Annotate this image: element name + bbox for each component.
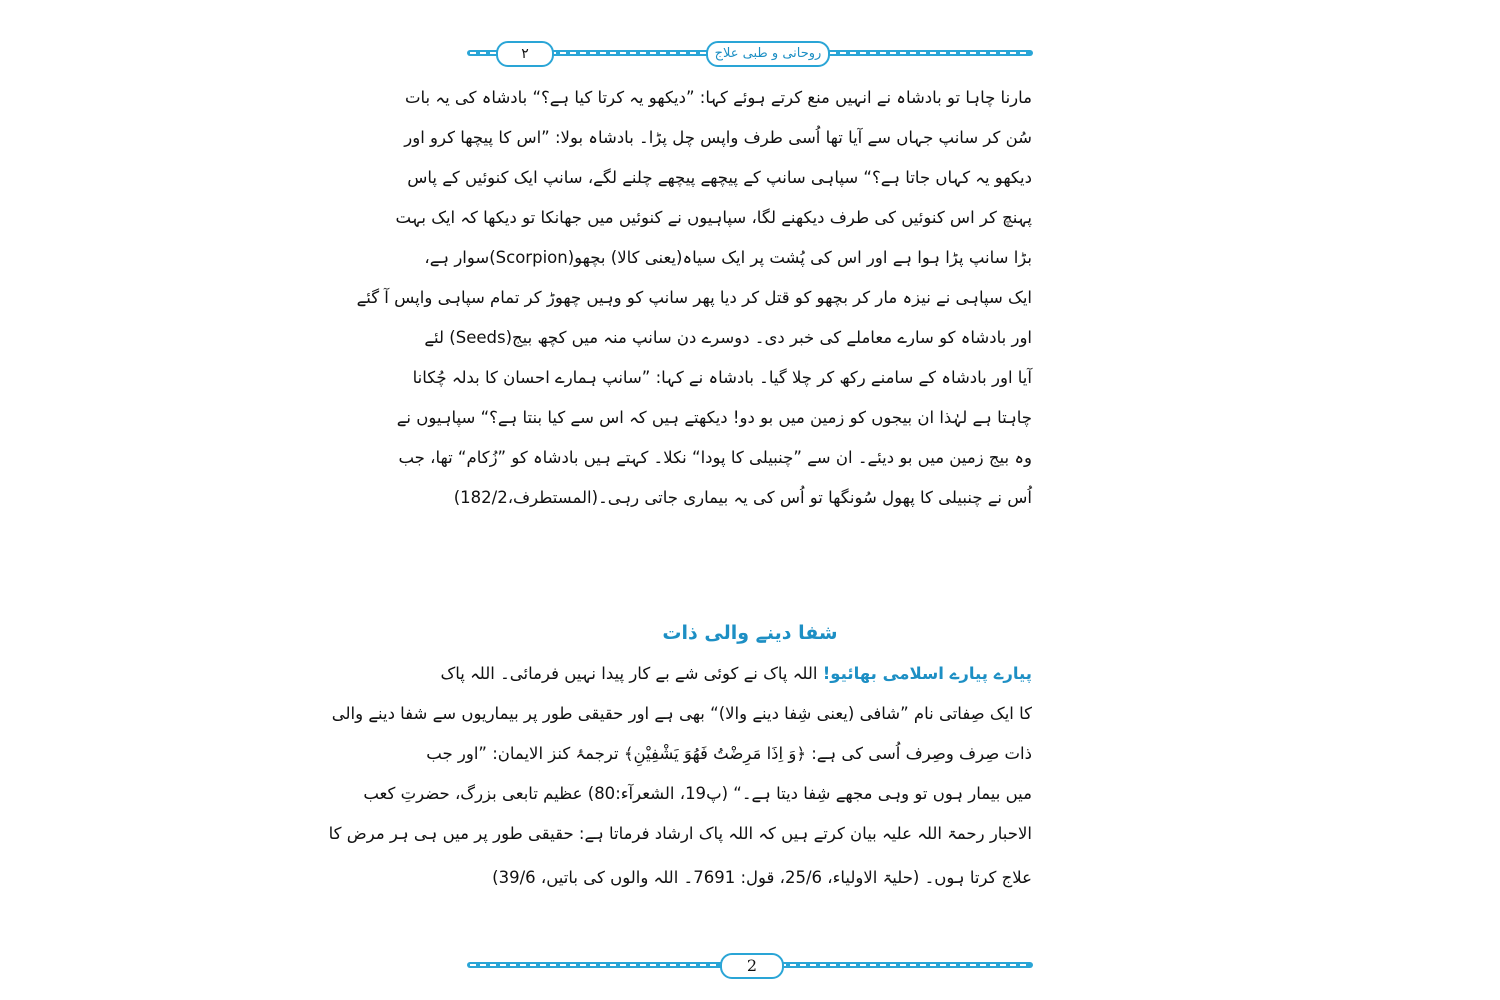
header-page-number: ۲	[496, 41, 554, 67]
book-page	[328, 40, 1032, 985]
story-line: چاہتا ہے لہٰذا ان بیجوں کو زمین میں بو دو! دیکھتے ہیں کہ اس سے کیا بنتا ہے؟“ سپاہیوں نے	[396, 408, 1032, 427]
story-line: اُس نے چنبیلی کا پھول سُونگھا تو اُس کی یہ بیماری جاتی رہی۔(المستطرف،182/2)	[453, 488, 1032, 507]
section-heading: شفا دینے والی ذات	[662, 622, 838, 644]
story-line: پہنچ کر اس کنوئیں کی طرف دیکھنے لگا، سپاہیوں نے کنوئیں میں جھانکا تو دیکھا کہ ایک بہت	[395, 208, 1032, 227]
story-line: وہ بیج زمین میں بو دیئے۔ ان سے ”چنبیلی کا پودا“ نکلا۔ کہتے ہیں بادشاہ کو ”زُکام“ تھا، جب	[398, 448, 1032, 467]
footer-page-number: 2	[720, 953, 784, 979]
section-line: الاحبار رحمۃ اللہ علیہ بیان کرتے ہیں کہ اللہ پاک ارشاد فرماتا ہے: حقیقی طور پر میں ہی ہر مرض کا	[328, 824, 1032, 843]
section-line: علاج کرتا ہوں۔ (حلیۃ الاولیاء، 25/6، قول: 7691۔ اللہ والوں کی باتیں، 39/6)	[492, 868, 1032, 887]
book-title: روحانی و طبی علاج	[706, 41, 830, 67]
story-line: آیا اور بادشاہ کے سامنے رکھ کر چلا گیا۔ بادشاہ نے کہا: ”سانپ ہمارے احسان کا بدلہ چُکانا	[412, 368, 1032, 387]
story-line: دیکھو یہ کہاں جاتا ہے؟“ سپاہی سانپ کے پیچھے پیچھے چلنے لگے، سانپ ایک کنوئیں کے پاس	[407, 168, 1032, 187]
address-highlight: پیارے پیارے اسلامی بھائیو!	[822, 664, 1032, 683]
story-line: بڑا سانپ پڑا ہوا ہے اور اس کی پُشت پر ایک سیاہ(یعنی کالا) بچھو(Scorpion)سوار ہے،	[424, 248, 1032, 267]
header-ornament	[468, 40, 1032, 66]
section-line: کا ایک صِفاتی نام ”شافی (یعنی شِفا دینے والا)“ بھی ہے اور حقیقی طور پر بیماریوں سے شفا دینے والی	[331, 704, 1032, 723]
section-line-text: اللہ پاک نے کوئی شے بے کار پیدا نہیں فرمائی۔ اللہ پاک	[440, 664, 823, 683]
story-line: سُن کر سانپ جہاں سے آیا تھا اُسی طرف واپس چل پڑا۔ بادشاہ بولا: ”اس کا پیچھا کرو اور	[404, 128, 1032, 147]
section-line: میں بیمار ہوں تو وہی مجھے شِفا دیتا ہے۔“ (پ19، الشعرآء:80) عظیم تابعی بزرگ، حضرتِ کعب	[363, 784, 1032, 803]
footer-ornament	[468, 952, 1032, 978]
story-line: اور بادشاہ کو سارے معاملے کی خبر دی۔ دوسرے دن سانپ منہ میں کچھ بیج(Seeds) لئے	[424, 328, 1032, 347]
section-line: ذات صِرف وصِرف اُسی کی ہے: ﴿وَ اِذَا مَرِضْتُ فَهُوَ یَشْفِیْنِ﴾ ترجمۂ کنز الایمان: ”اور جب	[426, 744, 1032, 763]
story-line: ایک سپاہی نے نیزہ مار کر بچھو کو قتل کر دیا پھر سانپ کو وہیں چھوڑ کر تمام سپاہی واپس آ گئے	[356, 288, 1032, 307]
story-line: مارنا چاہا تو بادشاہ نے انہیں منع کرتے ہوئے کہا: ”دیکھو یہ کرتا کیا ہے؟“ بادشاہ کی یہ بات	[405, 88, 1032, 107]
section-line	[440, 656, 1032, 692]
